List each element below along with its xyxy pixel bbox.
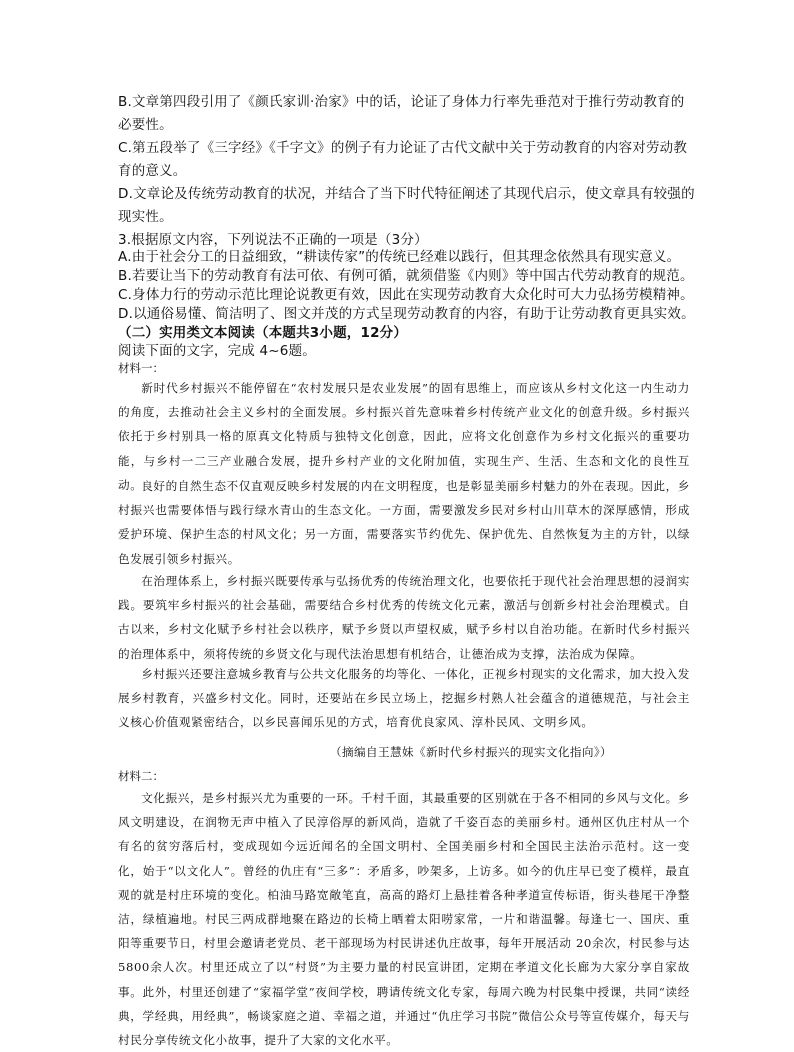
- q2-option-d: D.文章论及传统劳动教育的状况，并结合了当下时代特征阐述了其现代启示，使文章具有较强的现实性。: [118, 186, 695, 225]
- q3-stem: 3.根据原文内容，下列说法不正确的一项是（3分）: [118, 232, 428, 248]
- material1-paragraph: 在治理体系上，乡村振兴既要传承与弘扬优秀的传统治理文化，也要依托于现代社会治理思想的浸润实践。要筑牢乡村振兴的社会基础，需要结合乡村优秀的传统文化元素，激活与创新乡村社会治理模式。自古以来，乡村文化赋予乡村社会以秩序，赋予乡贤以声望权威，赋予乡村以自治功能。在新时代乡村振兴的治理体系中，须将传统的乡贤文化与现代法治思想有机结合，让德治成为支撑，法治成为保障。: [118, 574, 690, 661]
- reading-instruction: 阅读下面的文字，完成 4~6题。: [118, 343, 316, 359]
- material2-paragraph: 文化振兴，是乡村振兴尤为重要的一环。千村千面，其最重要的区别就在于各不相同的乡风与文化。乡风文明建设，在润物无声中植入了民淳俗厚的新风尚，造就了千姿百态的美丽乡村。通州区仇庄村从一个有名的贫穷落后村，变成现如今远近闻名的全国文明村、全国美丽乡村和全国民主法治示范村。这一变化，始于“以文化人”。曾经的仇庄有“三多”：矛盾多，吵架多，上访多。如今的仇庄早已变了模样，最直观的就是村庄环境的变化。柏油马路宽敞笔直，高高的路灯上悬挂着各种孝道宣传标语，街头巷尾干净整洁，绿植遍地。村民三两成群地聚在路边的长椅上晒着太阳唠家常，一片和谐温馨。每逢七一、国庆、重阳等重要节日，村里会邀请老党员、老干部现场为村民讲述仇庄故事，每年开展活动 20余次，村民参与达 5800余人次。村里还成立了以“村贤”为主要力量的村民宣讲团，定期在孝道文化长廊为大家分享自家故事。此外，村里还创建了“家福学堂”夜间学校，聘请传统文化专家，每周六晚为村民集中授课，共同“读经典，学经典，用经典”，畅谈家庭之道、幸福之道，并通过“仇庄学习书院”微信公众号等宣传媒介，每天与村民分享传统文化小故事，提升了大家的文化水平。: [118, 791, 690, 1048]
- material1-paragraph: 新时代乡村振兴不能停留在“农村发展只是农业发展”的固有思维上，而应该从乡村文化这一内生动力的角度，去推动社会主义乡村的全面发展。乡村振兴首先意味着乡村传统产业文化的创意升级。乡村振兴依托于乡村别具一格的原真文化特质与独特文化创意，因此，应将文化创意作为乡村文化振兴的重要功能，与乡村一二三产业融合发展，提升乡村产业的文化附加值，实现生产、生活、生态和文化的良性互动。: [118, 381, 690, 492]
- q2-option-b: B.文章第四段引用了《颜氏家训·治家》中的话，论证了身体力行率先垂范对于推行劳动教育的必要性。: [118, 94, 685, 133]
- q3-option-b: B.若要让当下的劳动教育有法可依、有例可循，就须借鉴《内则》等中国古代劳动教育的规范。: [118, 268, 694, 284]
- material2-label: 材料二：: [118, 769, 164, 783]
- section-heading: （二）实用类文本阅读（本题共3小题，12分）: [118, 325, 408, 341]
- material1-paragraph: 良好的自然生态不仅直观反映乡村发展的内在文明程度，也是彰显美丽乡村魅力的外在表现。因此，乡村振兴也需要体悟与践行绿水青山的生态文化。一方面，需要激发乡民对乡村山川草木的深厚感情，形成爱护环境、保护生态的村风文化；另一方面，需要落实节约优先、保护优先、自然恢复为主的方针，以绿色发展引领乡村振兴。: [118, 479, 690, 566]
- q3-option-d: D.以通俗易懂、简洁明了、图文并茂的方式呈现劳动教育的内容，有助于让劳动教育更具实效。: [118, 306, 695, 322]
- q3-option-c: C.身体力行的劳动示范比理论说教更有效，因此在实现劳动教育大众化时可大力弘扬劳模精神。: [118, 287, 694, 303]
- material1-source: （摘编自王慧妹《新时代乡村振兴的现实文化指向》）: [330, 745, 613, 759]
- q3-option-a: A.由于社会分工的日益细致，“耕读传家”的传统已经难以践行，但其理念依然具有现实意义。: [118, 249, 681, 265]
- q2-option-c: C.第五段举了《三字经》《千字文》的例子有力论证了古代文献中关于劳动教育的内容对劳动教育的意义。: [118, 140, 688, 179]
- material1-paragraph: 乡村振兴还要注意城乡教育与公共文化服务的均等化、一体化，正视乡村现实的文化需求，加大投入发展乡村教育，兴盛乡村文化。同时，还要站在乡民立场上，挖掘乡村熟人社会蕴含的道德规范，与社会主义核心价值观紧密结合，以乡民喜闻乐见的方式，培育优良家风、淳朴民风、文明乡风。: [118, 667, 690, 730]
- material1-label: 材料一：: [118, 361, 164, 375]
